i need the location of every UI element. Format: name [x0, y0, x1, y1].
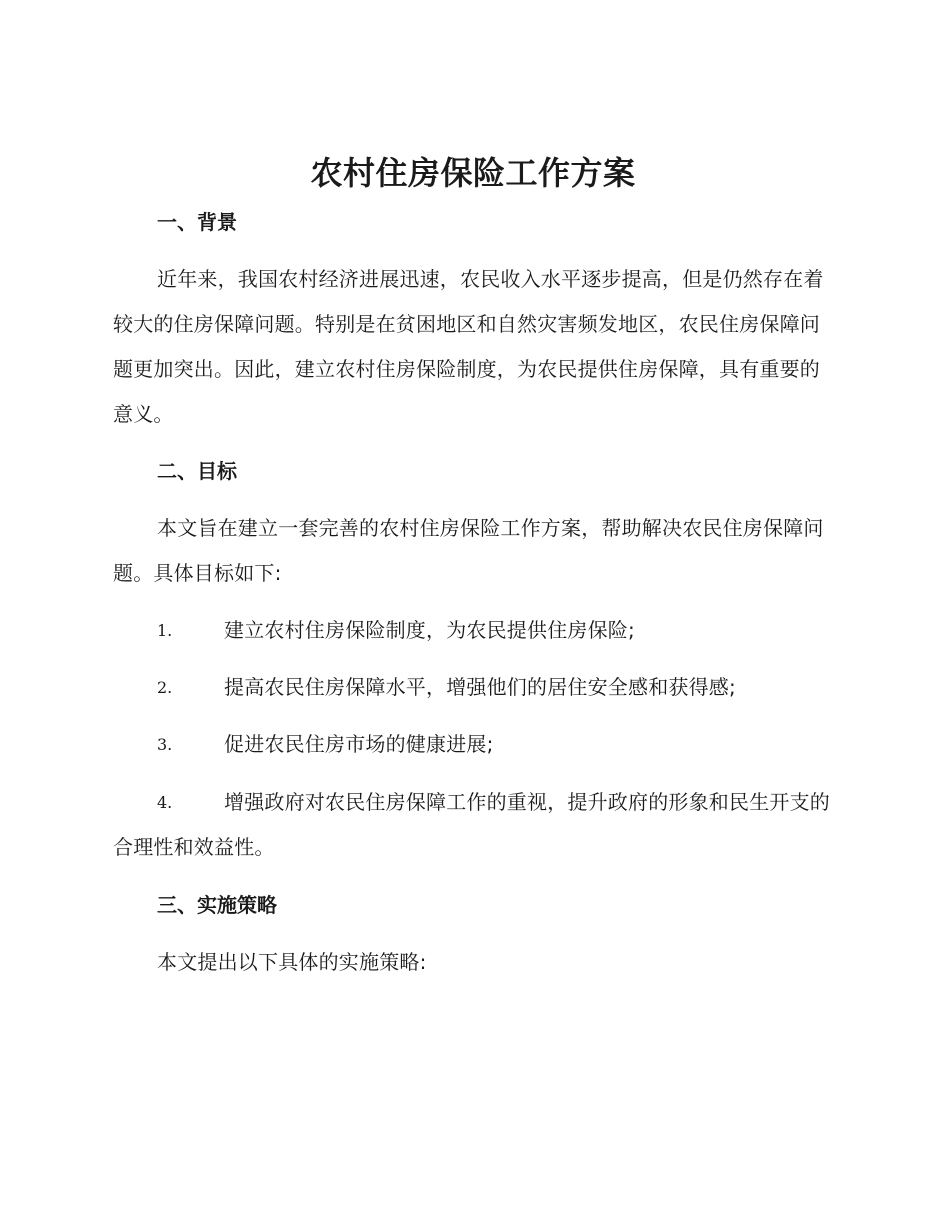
list-item: [113, 665, 833, 710]
list-item: [113, 608, 833, 653]
section-paragraph-strategy: 本文提出以下具体的实施策略:: [157, 950, 427, 974]
list-item-text: 提高农民住房保障水平，增强他们的居住安全感和获得感;: [224, 675, 736, 699]
list-item-text: 增强政府对农民住房保障工作的重视，提升政府的形象和民生开支的合理性和效益性。: [113, 790, 830, 859]
list-item-number: 1.: [157, 621, 173, 640]
list-item: [113, 780, 833, 870]
list-item-number: 2.: [157, 678, 173, 697]
section-paragraph-goals: 本文旨在建立一套完善的农村住房保险工作方案，帮助解决农民住房保障问题。具体目标如下:: [113, 516, 824, 585]
list-item-number: 3.: [157, 735, 173, 754]
document-page: [113, 0, 833, 1230]
list-item-text: 促进农民住房市场的健康进展;: [224, 732, 494, 756]
section-heading-background: 一、背景: [157, 210, 237, 234]
section-heading-goals: 二、目标: [157, 459, 237, 483]
list-item-number: 4.: [157, 793, 173, 812]
list-item-text: 建立农村住房保险制度，为农民提供住房保险;: [224, 618, 635, 642]
document-title: 农村住房保险工作方案: [310, 154, 636, 192]
section-heading-strategy: 三、实施策略: [157, 893, 277, 917]
list-item: [113, 722, 833, 767]
section-paragraph-background: 近年来，我国农村经济进展迅速，农民收入水平逐步提高，但是仍然存在着较大的住房保障问题。特别是在贫困地区和自然灾害频发地区，农民住房保障问题更加突出。因此，建立农村住房保险制度，为农民提供住房保障，具有重要的意义。: [113, 267, 824, 426]
